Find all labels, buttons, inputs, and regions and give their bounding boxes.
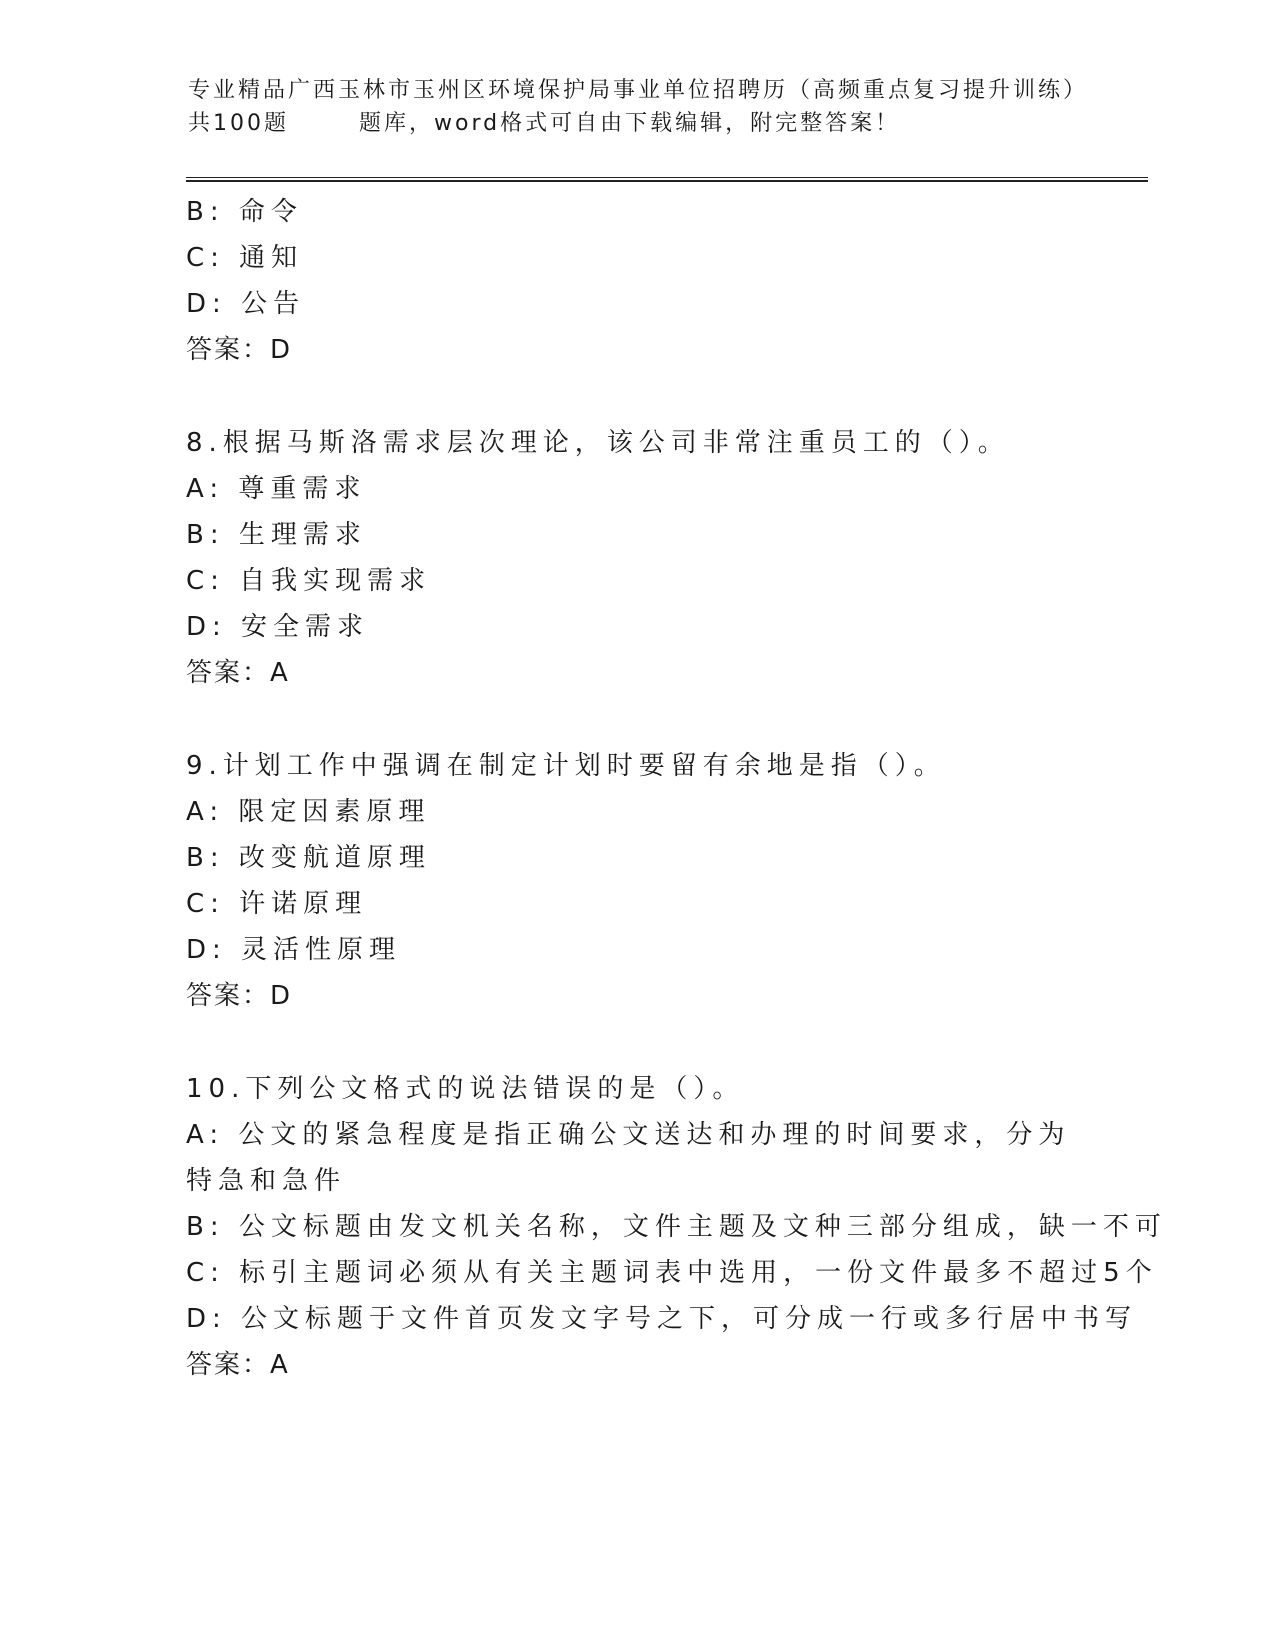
answer-line: 答案：A [186, 1350, 290, 1380]
option-d: D: 公文标题于文件首页发文字号之下，可分成一行或多行居中书写 [186, 1304, 1138, 1334]
header-divider-thick [186, 180, 1148, 182]
answer-line: 答案：D [186, 981, 293, 1011]
answer-line: 答案：D [186, 335, 293, 365]
header-title-line1: 专业精品广西玉林市玉州区环境保护局事业单位招聘历（高频重点复习提升训练） [188, 78, 1089, 103]
question-list [186, 189, 1167, 1388]
option-a: A: 尊重需求 [186, 474, 367, 504]
answer-line: 答案：A [186, 658, 290, 688]
option-b: B: 生理需求 [186, 520, 367, 550]
option-d: D: 灵活性原理 [186, 935, 402, 965]
option-c: C: 许诺原理 [186, 889, 368, 919]
option-d: D: 安全需求 [186, 612, 370, 642]
option-b: B: 公文标题由发文机关名称，文件主题及文种三部分组成，缺一不可 [186, 1212, 1167, 1242]
question-block-10 [186, 1066, 1167, 1388]
header-divider-thin [186, 177, 1148, 178]
header-question-count: 共100题 [188, 111, 289, 136]
option-d: D: 公告 [186, 289, 306, 319]
header-description: 题库，word格式可自由下载编辑，附完整答案！ [359, 111, 901, 136]
document-header [188, 74, 1148, 140]
option-b: B: 命令 [186, 197, 303, 227]
question-stem: 9.计划工作中强调在制定计划时要留有余地是指（）。 [186, 751, 946, 781]
option-c: C: 通知 [186, 243, 304, 273]
question-stem: 8.根据马斯洛需求层次理论，该公司非常注重员工的（）。 [186, 428, 1010, 458]
question-block-prev [186, 189, 1086, 373]
option-c: C: 自我实现需求 [186, 566, 432, 596]
question-stem: 10.下列公文格式的说法错误的是（）。 [186, 1074, 745, 1104]
header-title-line2 [188, 107, 1148, 140]
option-b: B: 改变航道原理 [186, 843, 431, 873]
question-block-8 [186, 420, 1086, 696]
option-a: A: 限定因素原理 [186, 797, 431, 827]
question-block-9 [186, 743, 1086, 1019]
option-c: C: 标引主题词必须从有关主题词表中选用，一份文件最多不超过5个 [186, 1258, 1158, 1288]
option-a: A: 公文的紧急程度是指正确公文送达和办理的时间要求，分为特急和急件 [186, 1120, 1071, 1196]
